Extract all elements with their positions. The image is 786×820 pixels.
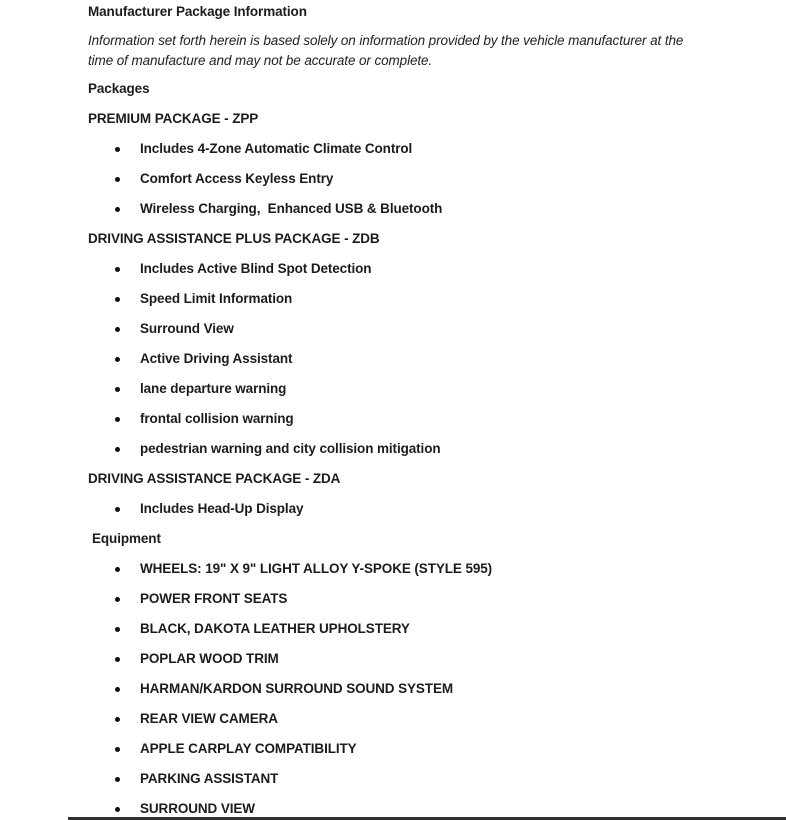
package-name: DRIVING ASSISTANCE PACKAGE - ZDA [88, 471, 341, 486]
list-item: SURROUND VIEW [88, 794, 786, 820]
package-block [88, 224, 786, 464]
list-item: POWER FRONT SEATS [88, 584, 786, 614]
disclaimer-text: Information set forth herein is based solely on information provided by the vehicle manufacturer at the time of manufacture and may not be accurate or complete. [88, 33, 684, 68]
list-item: Wireless Charging, Enhanced USB & Bluetooth [88, 194, 786, 224]
package-items-list [88, 494, 786, 524]
list-item: PARKING ASSISTANT [88, 764, 786, 794]
package-block [88, 104, 786, 224]
list-item: frontal collision warning [88, 404, 786, 434]
list-item: Includes Active Blind Spot Detection [88, 254, 786, 284]
equipment-list [88, 554, 786, 820]
package-block [88, 464, 786, 524]
list-item: WHEELS: 19" X 9" LIGHT ALLOY Y-SPOKE (STYLE 595) [88, 554, 786, 584]
list-item: Includes 4-Zone Automatic Climate Control [88, 134, 786, 164]
list-item: pedestrian warning and city collision mitigation [88, 434, 786, 464]
package-name: DRIVING ASSISTANCE PLUS PACKAGE - ZDB [88, 231, 380, 246]
list-item: BLACK, DAKOTA LEATHER UPHOLSTERY [88, 614, 786, 644]
packages-list [88, 104, 786, 524]
packages-section-label: Packages [88, 81, 150, 96]
package-name: PREMIUM PACKAGE - ZPP [88, 111, 259, 126]
page-title: Manufacturer Package Information [88, 4, 307, 19]
list-item: REAR VIEW CAMERA [88, 704, 786, 734]
list-item: lane departure warning [88, 374, 786, 404]
package-items-list [88, 254, 786, 464]
list-item: Surround View [88, 314, 786, 344]
list-item: Comfort Access Keyless Entry [88, 164, 786, 194]
list-item: Speed Limit Information [88, 284, 786, 314]
equipment-section-label: Equipment [92, 531, 161, 546]
list-item: Active Driving Assistant [88, 344, 786, 374]
package-items-list [88, 134, 786, 224]
list-item: Includes Head-Up Display [88, 494, 786, 524]
list-item: APPLE CARPLAY COMPATIBILITY [88, 734, 786, 764]
list-item: POPLAR WOOD TRIM [88, 644, 786, 674]
list-item: HARMAN/KARDON SURROUND SOUND SYSTEM [88, 674, 786, 704]
